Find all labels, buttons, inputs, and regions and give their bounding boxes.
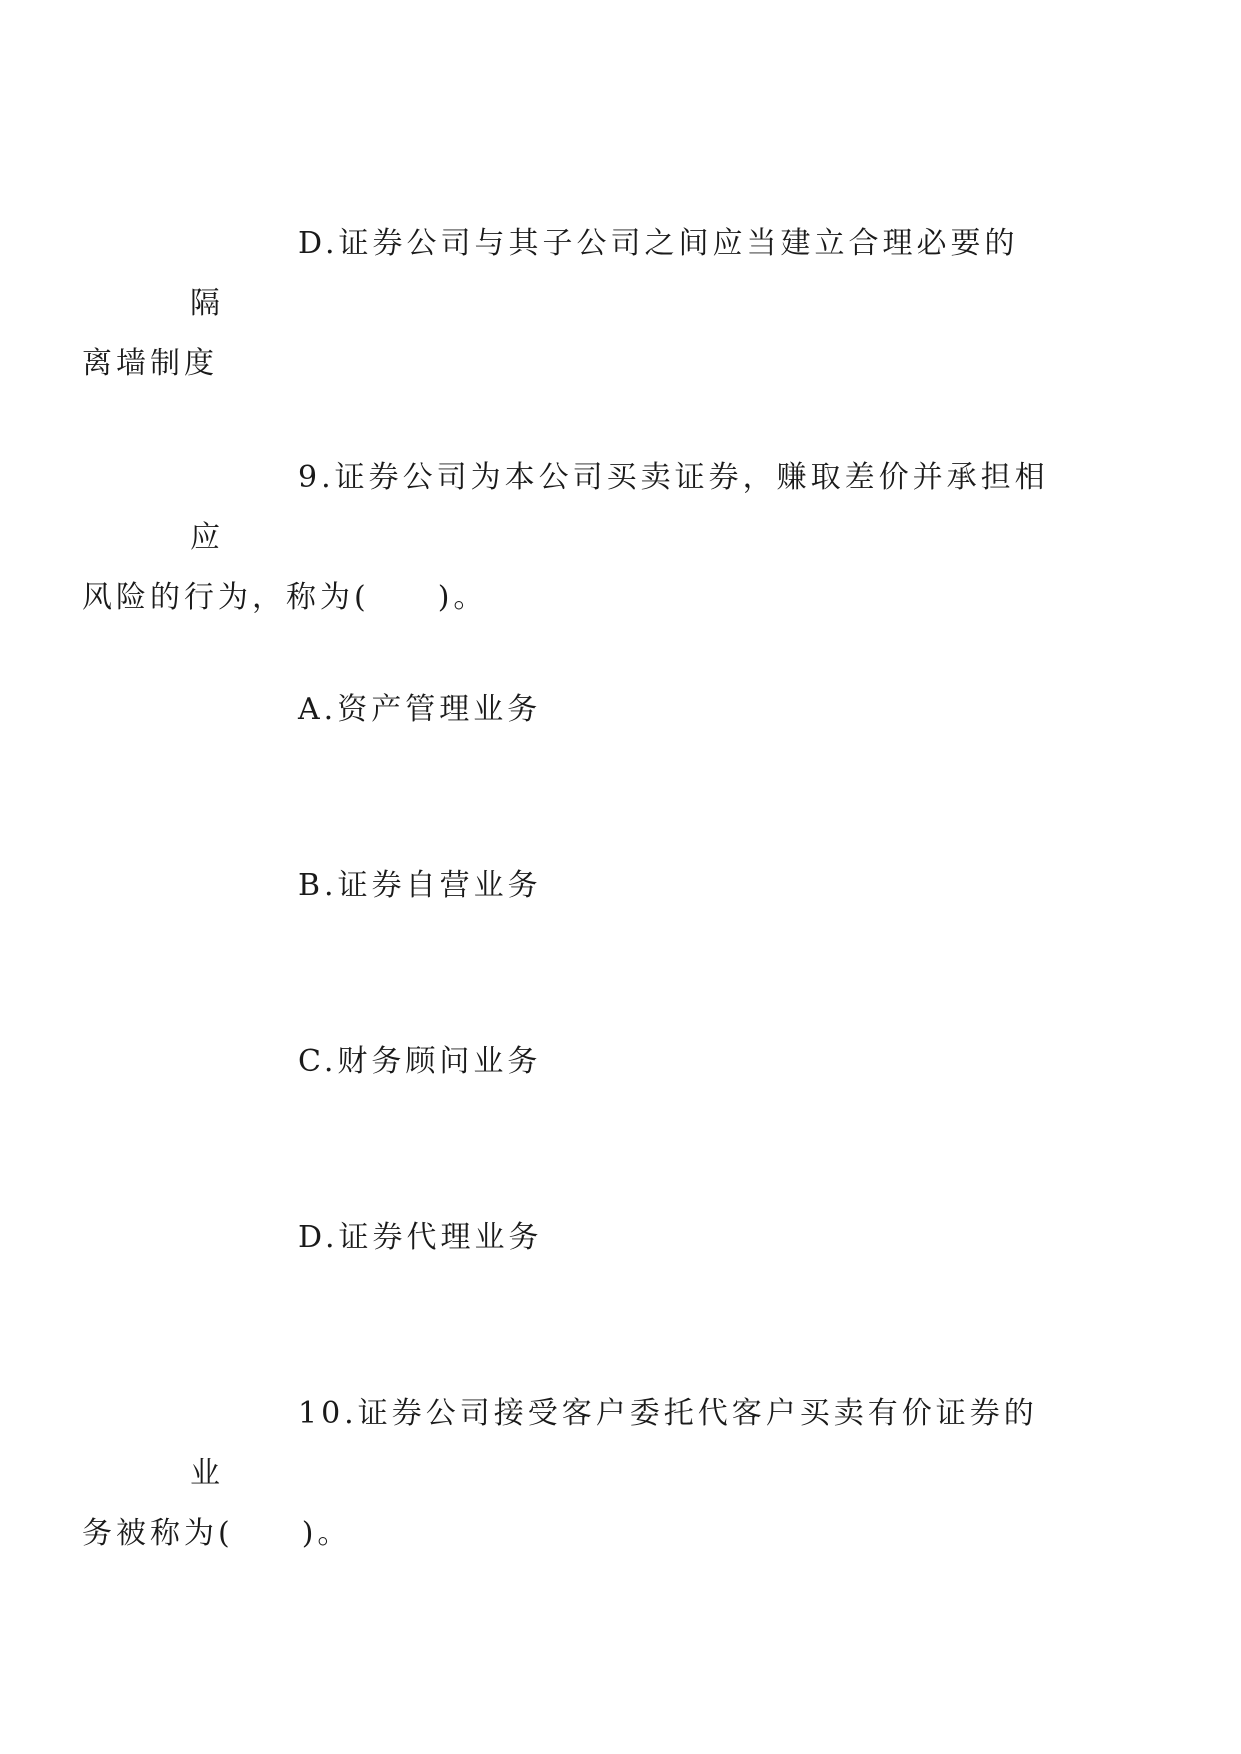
question-10-line-1: 10.证券公司接受客户委托代客户买卖有价证券的业 (190, 1396, 1038, 1491)
question-9-option-d: D.证券代理业务 (298, 1220, 543, 1255)
question-9-option-c: C.财务顾问业务 (298, 1044, 542, 1079)
question-9-option-b: B.证券自营业务 (298, 868, 542, 903)
previous-question-option-d (82, 214, 1050, 394)
question-10-line-2: 务被称为( )。 (82, 1516, 352, 1551)
question-9-line-2: 风险的行为，称为( )。 (82, 580, 488, 615)
option-d-line-1: D.证券公司与其子公司之间应当建立合理必要的隔 (190, 226, 1019, 321)
option-d-line-2: 离墙制度 (82, 346, 218, 381)
question-9-stem (82, 448, 1050, 628)
question-9-option-a: A.资产管理业务 (298, 692, 542, 727)
question-9-line-1: 9.证券公司为本公司买卖证券，赚取差价并承担相应 (190, 460, 1049, 555)
question-10-stem (82, 1384, 1050, 1564)
